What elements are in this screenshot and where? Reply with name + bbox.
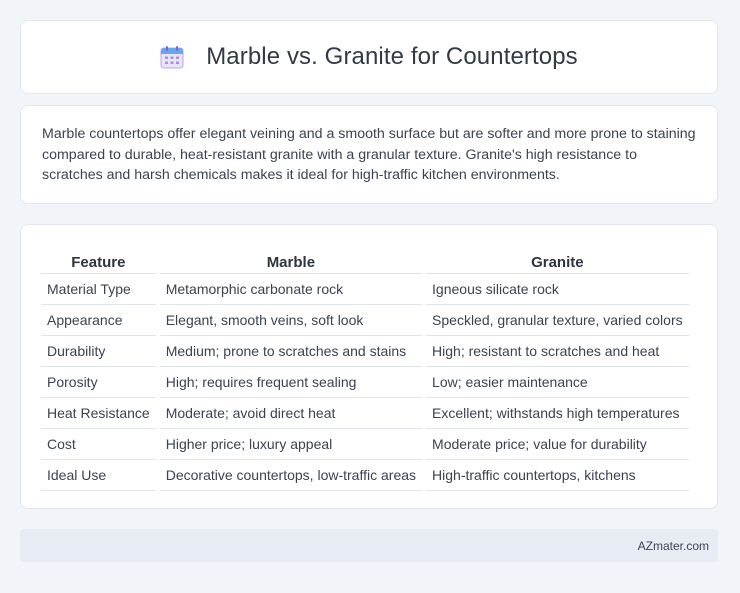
- cell-marble: High; requires frequent sealing: [160, 367, 422, 398]
- header-granite: Granite: [426, 245, 689, 274]
- header-feature: Feature: [41, 245, 156, 274]
- header-marble: Marble: [160, 245, 422, 274]
- cell-marble: Higher price; luxury appeal: [160, 429, 422, 460]
- table-row: [41, 460, 689, 491]
- cell-granite: Speckled, granular texture, varied colors: [426, 305, 689, 336]
- comparison-card: [20, 224, 718, 509]
- table-row: [41, 274, 689, 305]
- cell-feature: Ideal Use: [41, 460, 156, 491]
- title-card: [20, 20, 718, 94]
- cell-granite: Igneous silicate rock: [426, 274, 689, 305]
- footer-credit[interactable]: AZmater.com: [637, 538, 709, 553]
- table-row: [41, 398, 689, 429]
- table-header-row: [41, 245, 689, 274]
- cell-marble: Elegant, smooth veins, soft look: [160, 305, 422, 336]
- cell-marble: Moderate; avoid direct heat: [160, 398, 422, 429]
- cell-granite: Moderate price; value for durability: [426, 429, 689, 460]
- calendar-icon: [160, 45, 184, 69]
- cell-granite: Excellent; withstands high temperatures: [426, 398, 689, 429]
- cell-granite: High; resistant to scratches and heat: [426, 336, 689, 367]
- cell-feature: Appearance: [41, 305, 156, 336]
- cell-feature: Heat Resistance: [41, 398, 156, 429]
- cell-granite: Low; easier maintenance: [426, 367, 689, 398]
- cell-marble: Metamorphic carbonate rock: [160, 274, 422, 305]
- table-row: [41, 305, 689, 336]
- cell-feature: Porosity: [41, 367, 156, 398]
- table-row: [41, 367, 689, 398]
- cell-marble: Medium; prone to scratches and stains: [160, 336, 422, 367]
- footer-bar: [20, 529, 718, 562]
- table-row: [41, 429, 689, 460]
- cell-marble: Decorative countertops, low-traffic areas: [160, 460, 422, 491]
- cell-feature: Cost: [41, 429, 156, 460]
- table-row: [41, 336, 689, 367]
- cell-feature: Material Type: [41, 274, 156, 305]
- summary-text: Marble countertops offer elegant veining and a smooth surface but are softer and more prone to staining compared to durable, heat-resistant granite with a granular texture. Granite's high resistance to scratches and harsh chemicals makes it ideal for high-traffic kitchen environments.: [42, 126, 696, 183]
- cell-feature: Durability: [41, 336, 156, 367]
- page-title: Marble vs. Granite for Countertops: [206, 43, 578, 70]
- cell-granite: High-traffic countertops, kitchens: [426, 460, 689, 491]
- summary-card: [20, 105, 718, 204]
- comparison-table: [37, 245, 693, 491]
